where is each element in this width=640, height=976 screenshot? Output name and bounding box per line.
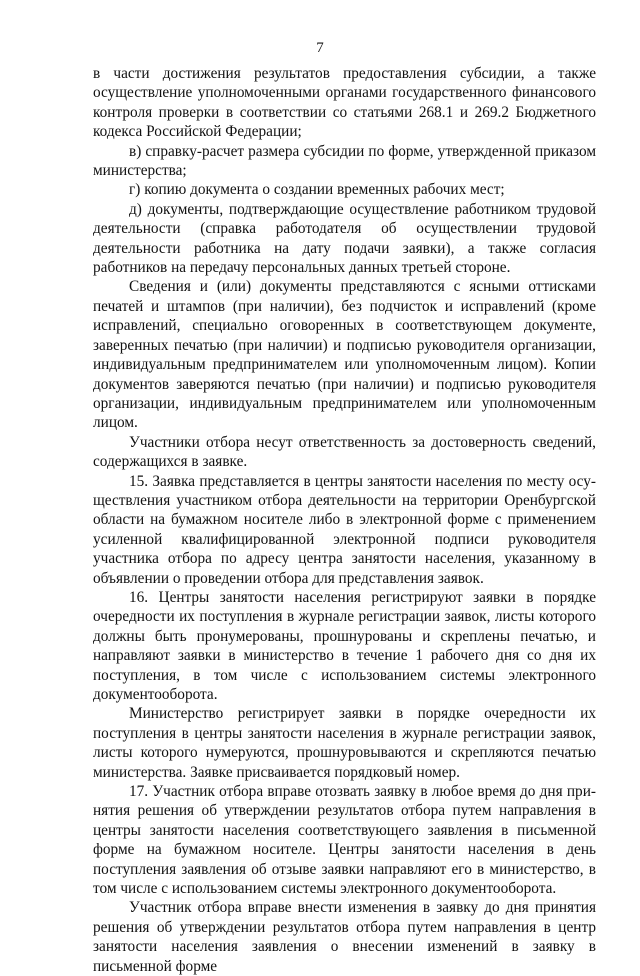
paragraph: в части достижения результатов предоставления субсидии, а также осуществление уполномоченными органами государственного финансового контроля проверки в соответствии со статьями 268.1 и 269.2 Бюджетного кодекса Российской Федерации;	[93, 65, 596, 141]
document-body	[93, 64, 596, 976]
paragraph: г) копию документа о создании временных рабочих мест;	[129, 181, 505, 199]
paragraph: 16. Центры занятости населения регистрируют заявки в порядке очередности их поступления в журнале регистрации заявок, листы которого должны быть пронумерованы, прошнурованы и скреплены печатью, и направляют заявки в министерство в течение 1 рабочего дня со дня их поступления, в том числе с использованием системы электронного документооборота.	[93, 588, 596, 703]
paragraph: Участники отбора несут ответственность за достоверность сведений, содержащихся в заявке.	[93, 433, 596, 471]
paragraph: Участник отбора вправе внести изменения в заявку до дня принятия решения об утверждении результатов отбора путем направления в центр занятости населения заявления о внесении изменений в заявку в письменной форме	[93, 899, 596, 975]
paragraph: Министерство регистрирует заявки в порядке очередности их поступления в центры занятости населения в журнале регистрации заявок, листы которого нумеруются, прошнуровываются и скрепляются печатью министерства. Заявке присваивается порядковый номер.	[93, 705, 596, 781]
paragraph: д) документы, подтверждающие осуществление работником трудовой деятельности (справка работодателя об осуществлении трудовой деятельности работника на дату подачи заявки), а также согласия работников на передачу персональных данных третьей стороне.	[93, 200, 596, 277]
paragraph: 15. Заявка представляется в центры занятости населения по месту осуществления участником отбора деятельности на территории Оренбургской области на бумажном носителе либо в электронной форме с применением усиленной квалифицированной электронной подписи руководителя участника отбора по адресу центра занятости населения, указанному в объявлении о проведении отбора для представления заявок.	[93, 472, 596, 587]
page-number: 7	[316, 40, 324, 56]
paragraph: 17. Участник отбора вправе отозвать заявку в любое время до дня принятия решения об утверждении результатов отбора путем направления в центры занятости населения соответствующего заявления в письменной форме на бумажном носителе. Центры занятости населения в день поступления заявления об отзыве заявки направляют его в министерство, в том числе с использованием системы электронного документооборота.	[93, 783, 596, 898]
paragraph: в) справку-расчет размера субсидии по форме, утвержденной приказом министерства;	[93, 142, 596, 180]
paragraph: Сведения и (или) документы представляются с ясными оттисками печатей и штампов (при наличии), без подчисток и исправлений (кроме исправлений, специально оговоренных в соответствующем документе, заверенных печатью (при наличии) и подписью руководителя организации, индивидуальным предпринимателем или уполномоченным лицом). Копии документов заверяются печатью (при наличии) и подписью руководителя организации, индивидуальным предпринимателем или уполномоченным лицом.	[93, 278, 596, 432]
